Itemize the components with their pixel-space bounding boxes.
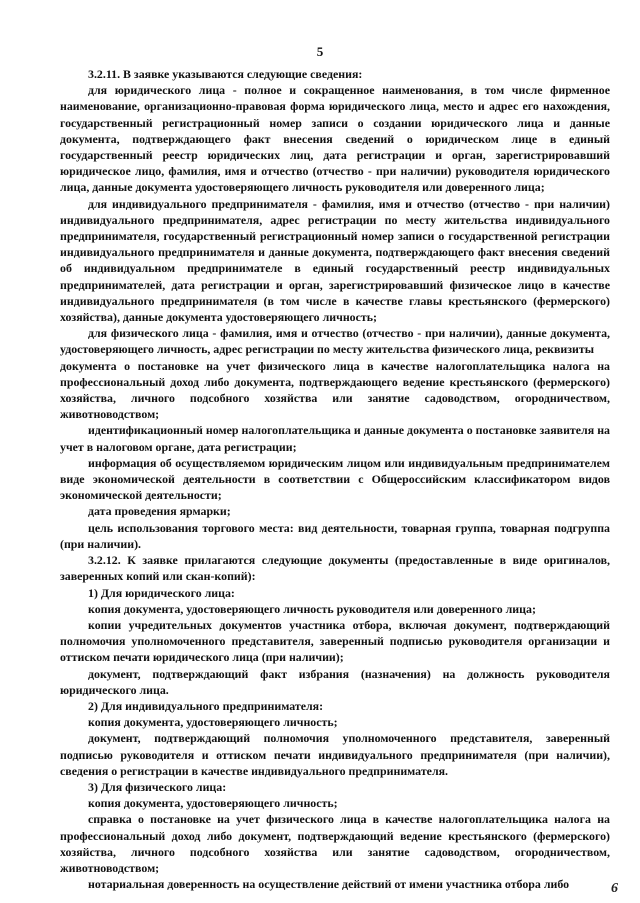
page-number: 5 xyxy=(316,44,324,59)
paragraph: информация об осуществляемом юридическим лицом или индивидуальным предпринимателем виде экономической деятельности в соответствии с Общероссийским классификатором видов экономической деятельности; xyxy=(60,455,610,503)
paragraph: для физического лица - фамилия, имя и отчество (отчество - при наличии), данные документа, удостоверяющего личность, адрес регистрации по месту жительства физического лица, реквизиты xyxy=(60,326,610,357)
paragraph: документ, подтверждающий полномочия уполномоченного представителя, заверенный подписью руководителя и оттиском печати индивидуального предпринимателя (при наличии), сведения о регистрации в качестве индивидуального предпринимателя. xyxy=(60,731,610,778)
paragraph: документ, подтверждающий факт избрания (назначения) на должность руководителя юридического лица. xyxy=(60,666,610,697)
paragraph: копия документа, удостоверяющего личность руководителя или доверенного лица; xyxy=(88,601,536,616)
paragraph: копия документа, удостоверяющего личность; xyxy=(88,715,338,730)
paragraph: копии учредительных документов участника отбора, включая документ, подтверждающий полномочия уполномоченного представителя, заверенный подписью руководителя организации и оттиском печати юридического лица (при наличии); xyxy=(60,617,610,665)
paragraph: 3.2.12. К заявке прилагаются следующие документы (предоставленные в виде оригиналов, заверенных копий или скан-копий): xyxy=(60,553,610,584)
paragraph: для юридического лица - полное и сокращенное наименования, в том числе фирменное наименование, организационно-правовая форма юридического лица, место и адрес его нахождения, государственный регистрационный номер записи о создании юридического лица и данные документа, подтверждающего факт внесения сведений о юридическом лице в единый государственный реестр юридических лиц, дата регистрации и орган, зарегистрировавший юридическое лицо, фамилия, имя и отчество (отчество - при наличии) руководителя юридического лица, данные документа удостоверяющего личность руководителя или доверенного лица; xyxy=(60,83,610,195)
paragraph: 1) Для юридического лица: xyxy=(88,585,235,600)
paragraph: дата проведения ярмарки; xyxy=(88,504,231,519)
paragraph: 3) Для физического лица: xyxy=(88,779,227,794)
paragraph: нотариальная доверенность на осуществление действий от имени участника отбора либо xyxy=(88,877,570,892)
paragraph: 3.2.11. В заявке указываются следующие сведения: xyxy=(88,67,363,81)
paragraph: для индивидуального предпринимателя - фамилия, имя и отчество (отчество - при наличии) индивидуального предпринимателя, адрес регистрации по месту жительства индивидуального предпринимателя, государственный регистрационный номер записи о государственной регистрации индивидуального предпринимателя и данные документа, подтверждающего факт внесения сведений об индивидуальном предпринимателе в единый государственный реестр индивидуальных предпринимателей, дата регистрации и орган, зарегистрировавший физическое лицо в качестве индивидуального предпринимателя (в том числе в качестве главы крестьянского (фермерского) хозяйства), данные документа удостоверяющего личность; xyxy=(60,196,610,325)
paragraph: 2) Для индивидуального предпринимателя: xyxy=(88,698,324,713)
document-body xyxy=(60,66,610,892)
handwritten-page-mark: 6 xyxy=(611,881,618,896)
paragraph: справка о постановке на учет физического лица в качестве налогоплательщика налога на профессиональный доход либо документ, подтверждающий ведение крестьянского (фермерского) хозяйства, личного подсобного хозяйства или занятие садоводством, огородничеством, животноводством; xyxy=(60,812,610,875)
paragraph: идентификационный номер налогоплательщика и данные документа о постановке заявителя на учет в налоговом органе, дата регистрации; xyxy=(60,423,610,454)
paragraph: копия документа, удостоверяющего личность; xyxy=(88,796,338,811)
paragraph: цель использования торгового места: вид деятельности, товарная группа, товарная подгруппа (при наличии). xyxy=(60,520,610,551)
paragraph: документа о постановке на учет физического лица в качестве налогоплательщика налога на профессиональный доход либо документа, подтверждающего ведение крестьянского (фермерского) хозяйства, личного подсобного хозяйства или занятие садоводством, огородничеством, животноводством; xyxy=(60,358,610,422)
